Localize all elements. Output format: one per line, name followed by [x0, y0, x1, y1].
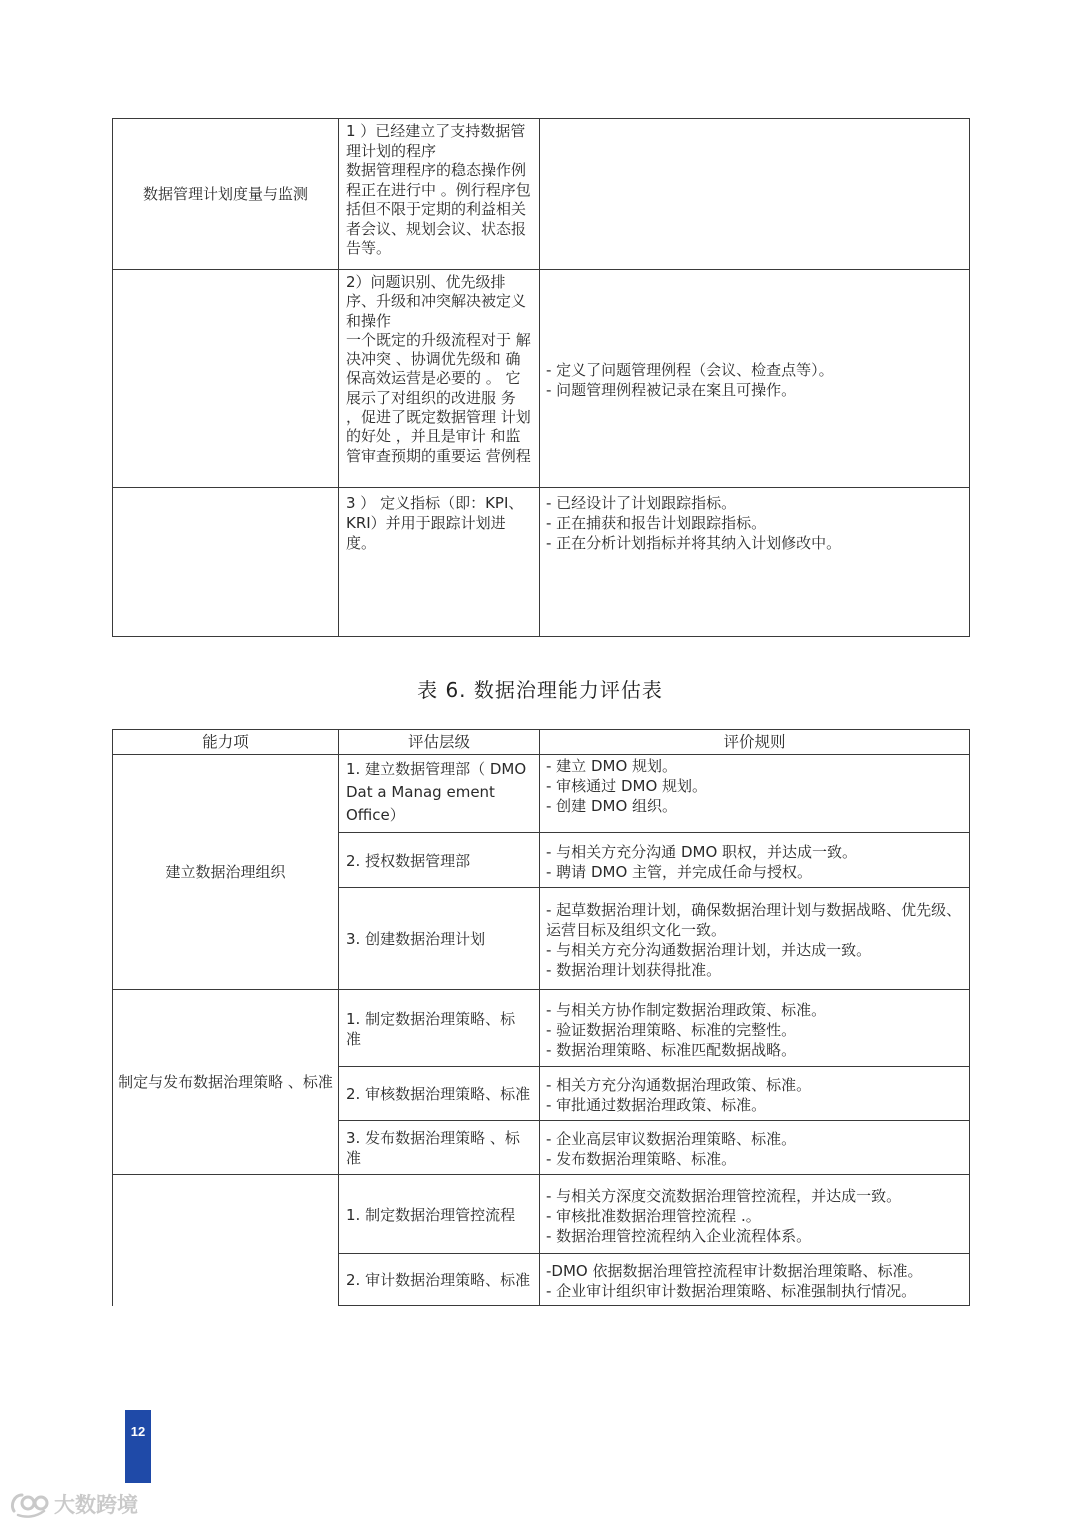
level-label: 1. 建立数据管理部（ DMO Dat a Manag ement Office）	[346, 760, 527, 824]
page-number-tab	[125, 1410, 151, 1483]
header-capability: 能力项	[113, 730, 339, 755]
level-title: 1 ）已经建立了支持数据管理计划的程序	[346, 122, 526, 160]
rule-item: - 数据治理管控流程纳入企业流程体系。	[546, 1226, 812, 1245]
capability-cell	[113, 755, 339, 990]
rule-item: - 发布数据治理策略、标准。	[546, 1150, 737, 1168]
watermark-text: 大数跨境	[54, 1493, 138, 1517]
rule-item: - 与相关方协作制定数据治理政策、标准。	[546, 1000, 827, 1019]
level-label: 3. 创建数据治理计划	[346, 930, 486, 948]
table-row	[113, 755, 970, 833]
rules-cell	[540, 1067, 970, 1121]
level-label: 2. 审核数据治理策略、标准	[346, 1085, 531, 1103]
rules-cell	[540, 888, 970, 990]
level-cell	[339, 488, 540, 637]
rules-cell	[540, 1175, 970, 1254]
level-cell	[339, 1175, 540, 1254]
rule-item: - 正在分析计划指标并将其纳入计划修改中。	[546, 534, 842, 552]
rules-cell	[540, 1254, 970, 1306]
level-desc: 数据管理程序的稳态操作例程正在进行中 。例行程序包括但不限于定期的利益相关者会议、规划会议、状态报告等。	[346, 161, 531, 257]
rule-item: - 数据治理计划获得批准。	[546, 961, 722, 979]
table-header-row	[113, 730, 970, 755]
rules-cell-empty	[540, 119, 970, 270]
level-cell	[339, 990, 540, 1067]
rule-item: - 问题管理例程被记录在案且可操作。	[546, 381, 797, 399]
capability-cell	[113, 119, 339, 270]
maturity-table-continued	[112, 118, 970, 637]
rule-item: - 与相关方深度交流数据治理管控流程，并达成一致。	[546, 1186, 902, 1205]
level-cell	[339, 1067, 540, 1121]
rule-item: - 定义了问题管理例程（会议、检查点等）。	[546, 361, 834, 379]
header-level: 评估层级	[339, 730, 540, 755]
rules-cell	[540, 1121, 970, 1175]
capability-label: 制定与发布数据治理策略 、标准	[118, 1073, 333, 1091]
rule-item: - 数据治理策略、标准匹配数据战略。	[546, 1040, 797, 1059]
capability-cell	[113, 990, 339, 1175]
level-desc: 一个既定的升级流程对于 解决冲突 、协调优先级和 确保高效运营是必要的 。 它展示了对组织的改进服 务 ，促进了既定数据管理 计划的好处 ，并且是审计 和监管审查预期的重要运 营例程	[346, 330, 531, 465]
rules-cell	[540, 270, 970, 488]
capability-cell-empty	[113, 488, 339, 637]
level-cell	[339, 888, 540, 990]
level-title: 3 ） 定义指标（即：KPI、KRI）并用于跟踪计划进度。	[346, 494, 524, 552]
level-label: 1. 制定数据治理策略、标 准	[346, 1009, 516, 1048]
capability-label: 数据管理计划度量与监测	[142, 185, 308, 203]
table-caption: 表 6. 数据治理能力评估表	[417, 678, 663, 702]
level-cell	[339, 270, 540, 488]
capability-cell-empty	[113, 270, 339, 488]
rule-item: - 审批通过数据治理政策、标准。	[546, 1096, 767, 1114]
rule-item: - 创建 DMO 组织。	[546, 797, 678, 815]
level-title: 2）问题识别、优先级排序、升级和冲突解决被定义和操作	[346, 273, 527, 330]
rules-cell	[540, 833, 970, 888]
rules-cell	[540, 488, 970, 637]
rule-item: -DMO 依据数据治理管控流程审计数据治理策略、标准。	[546, 1262, 923, 1280]
rule-item: - 聘请 DMO 主管，并完成任命与授权。	[546, 862, 813, 881]
rule-item: - 验证数据治理策略、标准的完整性。	[546, 1020, 797, 1039]
table-row	[113, 119, 970, 270]
level-cell	[339, 119, 540, 270]
rule-item: - 企业高层审议数据治理策略、标准。	[546, 1130, 797, 1148]
watermark	[8, 1487, 138, 1521]
rule-item: - 建立 DMO 规划。	[546, 757, 678, 775]
rules-cell	[540, 990, 970, 1067]
watermark-logo-icon	[8, 1489, 50, 1519]
rule-item: - 审核批准数据治理管控流程 .。	[546, 1206, 761, 1225]
rule-item: - 企业审计组织审计数据治理策略、标准强制执行情况。	[546, 1282, 917, 1300]
rules-cell	[540, 755, 970, 833]
rule-item: - 起草数据治理计划，确保数据治理计划与数据战略、优先级、运营目标及组织文化一致。	[546, 901, 962, 939]
rule-item: - 已经设计了计划跟踪指标。	[546, 494, 737, 512]
table-row	[113, 488, 970, 637]
rule-item: - 正在捕获和报告计划跟踪指标。	[546, 514, 767, 532]
rule-item: - 与相关方充分沟通数据治理计划，并达成一致。	[546, 941, 872, 959]
level-label: 2. 授权数据管理部	[346, 851, 471, 870]
rule-item: - 相关方充分沟通数据治理政策、标准。	[546, 1076, 812, 1094]
table-row	[113, 1175, 970, 1254]
level-cell	[339, 1254, 540, 1306]
level-label: 1. 制定数据治理管控流程	[346, 1205, 516, 1224]
level-cell	[339, 833, 540, 888]
table-row	[113, 270, 970, 488]
rule-item: - 与相关方充分沟通 DMO 职权，并达成一致。	[546, 842, 858, 861]
level-label: 3. 发布数据治理策略 、标 准	[346, 1129, 520, 1167]
level-cell	[339, 1121, 540, 1175]
level-cell	[339, 755, 540, 833]
header-rules: 评价规则	[540, 730, 970, 755]
capability-cell-empty	[113, 1175, 339, 1306]
level-label: 2. 审计数据治理策略、标准	[346, 1271, 531, 1289]
table-row	[113, 990, 970, 1067]
governance-capability-table	[112, 729, 970, 1306]
rule-item: - 审核通过 DMO 规划。	[546, 777, 708, 795]
capability-label: 建立数据治理组织	[165, 863, 286, 881]
page-number: 12	[130, 1424, 146, 1439]
